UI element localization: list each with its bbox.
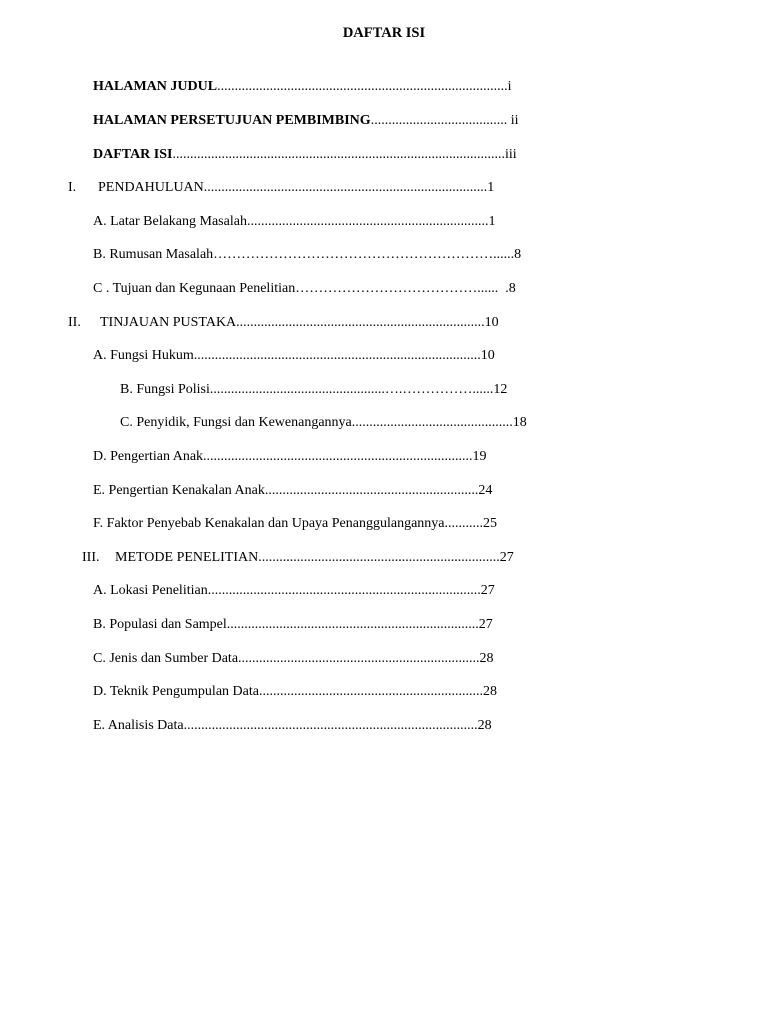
toc-entry-daftar-isi [93, 146, 517, 164]
entry-text: B. Rumusan Masalah [93, 247, 214, 262]
page-number: 18 [512, 415, 527, 430]
entry-text: C. Jenis dan Sumber Data [93, 651, 239, 666]
entry-text: C . Tujuan dan Kegunaan Penelitian [93, 281, 296, 296]
dot-leader: .............................................. [351, 415, 513, 430]
entry-text: DAFTAR ISI [93, 147, 173, 162]
entry-text: E. Analisis Data [93, 718, 184, 733]
dot-leader: ..................................................................... [246, 214, 489, 229]
dot-leader: ....................................... [370, 113, 508, 128]
entry-text: F. Faktor Penyebab Kenakalan dan Upaya Penanggulangannya [93, 516, 445, 531]
toc-entry-populasi-sampel [93, 616, 493, 634]
dot-leader: .................................................................................. [193, 348, 481, 363]
toc-entry-jenis-sumber-data [93, 650, 494, 668]
entry-text: C. Penyidik, Fungsi dan Kewenangannya [120, 415, 352, 430]
page-number: 8 [514, 247, 522, 262]
entry-text: A. Lokasi Penelitian [93, 583, 208, 598]
toc-entry-rumusan-masalah [93, 246, 521, 264]
entry-text: B. Populasi dan Sampel [93, 617, 227, 632]
dot-leader: ..................................................................... [258, 550, 500, 565]
toc-chapter-pendahuluan [68, 179, 494, 197]
page-number: 28 [477, 718, 492, 733]
toc-chapter-metode-penelitian [82, 549, 514, 567]
dot-leader: .............................................................................. [207, 583, 481, 598]
page-number: 28 [479, 651, 494, 666]
chapter-number: II. [68, 315, 81, 330]
dot-leader: ........................................................................ [226, 617, 479, 632]
toc-entry-latar-belakang [93, 213, 495, 231]
page-number: 27 [499, 550, 514, 565]
entry-text: HALAMAN PERSETUJUAN PEMBIMBING [93, 113, 371, 128]
chapter-number: III. [82, 550, 100, 565]
entry-text: TINJAUAN PUSTAKA [100, 315, 237, 330]
dot-leader: ................................................................................... [217, 79, 508, 94]
entry-text: METODE PENELITIAN [115, 550, 259, 565]
toc-entry-penyidik [120, 414, 527, 432]
entry-text: E. Pengertian Kenakalan Anak [93, 483, 265, 498]
toc-entry-teknik-pengumpulan [93, 683, 497, 701]
page-number: .8 [498, 281, 516, 296]
dot-leader: ..................................................….……………...... [209, 382, 494, 397]
dot-leader: ……………………………………………………...... [213, 247, 515, 262]
dot-leader: ....................................................................... [236, 315, 485, 330]
toc-entry-lokasi-penelitian [93, 582, 495, 600]
page-number: 28 [482, 684, 497, 699]
dot-leader: ............................................................................. [203, 449, 473, 464]
dot-leader: ........... [444, 516, 483, 531]
dot-leader: ................................................................................. [203, 180, 488, 195]
toc-entry-halaman-judul [93, 78, 511, 96]
page-number: iii [504, 147, 517, 162]
toc-entry-tujuan-kegunaan [93, 280, 516, 298]
toc-entry-pengertian-anak [93, 448, 487, 466]
page-number: 10 [484, 315, 499, 330]
dot-leader: .................................................................................... [183, 718, 478, 733]
entry-text: D. Pengertian Anak [93, 449, 204, 464]
page-number: 10 [480, 348, 495, 363]
entry-text: D. Teknik Pengumpulan Data [93, 684, 259, 699]
entry-text: A. Latar Belakang Masalah [93, 214, 247, 229]
toc-entry-fungsi-hukum [93, 347, 495, 365]
page-number: 19 [472, 449, 487, 464]
dot-leader: ................................................................ [258, 684, 483, 699]
page-number: 12 [493, 382, 508, 397]
toc-entry-fungsi-polisi [120, 381, 507, 399]
entry-text: B. Fungsi Polisi [120, 382, 210, 397]
toc-entry-faktor-penyebab [93, 515, 497, 533]
toc-entry-kenakalan-anak [93, 482, 492, 500]
page-number: 27 [478, 617, 493, 632]
dot-leader: ............................................................................................... [172, 147, 505, 162]
toc-entry-halaman-persetujuan [93, 112, 518, 130]
entry-text: HALAMAN JUDUL [93, 79, 218, 94]
entry-text: A. Fungsi Hukum [93, 348, 194, 363]
page-number: 27 [480, 583, 495, 598]
chapter-number: I. [68, 180, 77, 195]
page-number: 1 [488, 214, 496, 229]
dot-leader: …………………………………...... [295, 281, 499, 296]
page-number: i [507, 79, 512, 94]
toc-entry-analisis-data [93, 717, 492, 735]
entry-text: PENDAHULUAN [98, 180, 204, 195]
dot-leader: ..................................................................... [238, 651, 480, 666]
page-number: 25 [483, 516, 497, 531]
page-number: 1 [487, 180, 495, 195]
page-number: 24 [478, 483, 493, 498]
toc-chapter-tinjauan-pustaka [68, 314, 499, 332]
page-number: ii [507, 113, 519, 128]
page-title: DAFTAR ISI [342, 25, 426, 41]
dot-leader: ............................................................. [264, 483, 479, 498]
